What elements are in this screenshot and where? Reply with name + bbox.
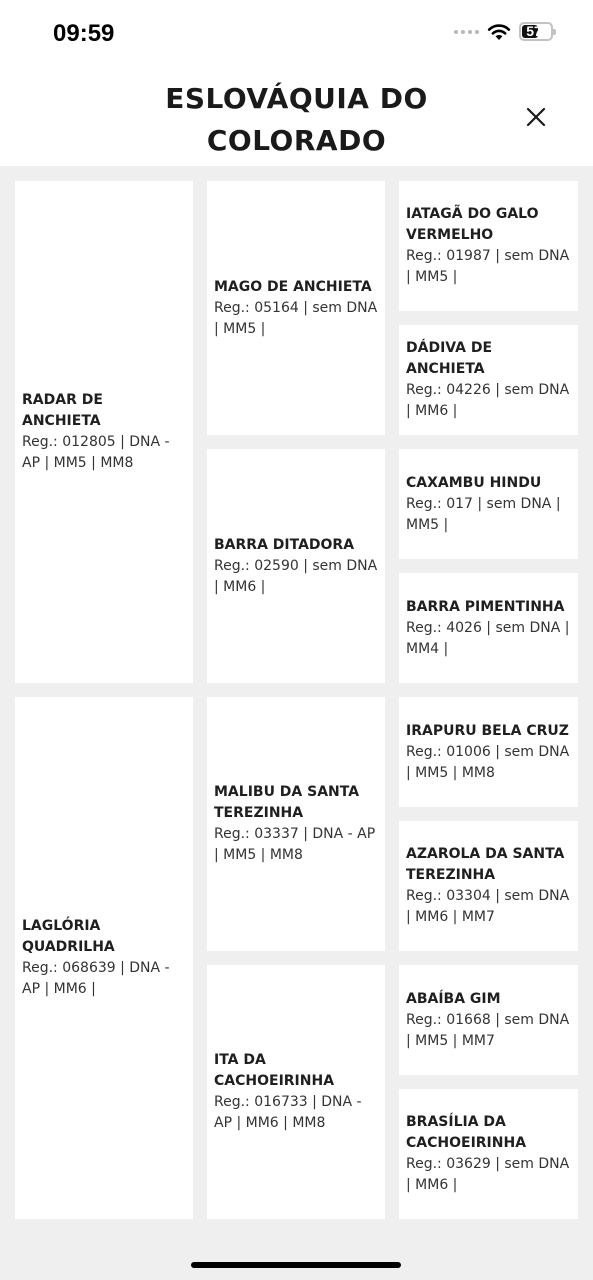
animal-name: IATAGÃ DO GALO VERMELHO [406,206,539,243]
animal-name: IRAPURU BELA CRUZ [406,722,569,739]
battery-level: 57 [526,23,542,39]
animal-info: Reg.: 03629 | sem DNA | MM6 | [406,1156,570,1193]
great-grandparent-card[interactable] [399,449,578,559]
animal-info: Reg.: 05164 | sem DNA | MM5 | [214,299,378,337]
grandparent-card[interactable] [207,449,385,683]
animal-name: DÁDIVA DE ANCHIETA [406,340,493,377]
animal-info: Reg.: 012805 | DNA - AP | MM5 | MM8 [22,434,170,471]
animal-name: LAGLÓRIA QUADRILHA [22,918,115,955]
animal-name: ABAÍBA GIM [406,990,501,1007]
animal-name: ITA DA CACHOEIRINHA [214,1052,335,1089]
animal-name: RADAR DE ANCHIETA [22,392,103,429]
animal-info: Reg.: 017 | sem DNA | MM5 | [406,495,561,533]
animal-info: Reg.: 02590 | sem DNA | MM6 | [214,557,378,595]
grandparent-card[interactable] [207,965,385,1219]
wifi-icon [487,23,511,41]
animal-name: BARRA PIMENTINHA [406,598,565,615]
header [0,64,593,166]
page-title: ESLOVÁQUIA DO COLORADO [165,82,428,157]
great-grandparent-card[interactable] [399,697,578,807]
animal-name: CAXAMBU HINDU [406,474,542,491]
status-icons [454,22,553,41]
animal-info: Reg.: 4026 | sem DNA | MM4 | [406,619,570,657]
animal-info: Reg.: 01987 | sem DNA | MM5 | [406,248,570,285]
animal-info: Reg.: 068639 | DNA - AP | MM6 | [22,960,170,997]
status-time: 09:59 [53,20,115,47]
parent-card-dam[interactable] [15,697,193,1219]
great-grandparent-card[interactable] [399,181,578,311]
great-grandparent-card[interactable] [399,325,578,435]
grandparent-card[interactable] [207,697,385,951]
great-grandparent-card[interactable] [399,965,578,1075]
great-grandparent-card[interactable] [399,821,578,951]
animal-name: AZAROLA DA SANTA TEREZINHA [406,846,565,883]
great-grandparent-card[interactable] [399,1089,578,1219]
animal-name: MAGO DE ANCHIETA [214,278,372,295]
animal-info: Reg.: 03337 | DNA - AP | MM5 | MM8 [214,826,376,863]
animal-info: Reg.: 01668 | sem DNA | MM5 | MM7 [406,1011,570,1049]
pedigree-tree [0,166,593,1246]
animal-info: Reg.: 03304 | sem DNA | MM6 | MM7 [406,888,570,925]
status-bar [0,0,593,64]
home-indicator [191,1262,401,1268]
close-button[interactable] [520,101,552,133]
animal-info: Reg.: 04226 | sem DNA | MM6 | [406,382,570,419]
animal-name: BARRA DITADORA [214,536,355,553]
battery-icon [519,22,553,41]
animal-info: Reg.: 01006 | sem DNA | MM5 | MM8 [406,743,570,781]
animal-name: BRASÍLIA DA CACHOEIRINHA [406,1114,527,1151]
signal-dots-icon [454,30,479,34]
animal-name: MALIBU DA SANTA TEREZINHA [214,784,360,821]
great-grandparent-card[interactable] [399,573,578,683]
animal-info: Reg.: 016733 | DNA - AP | MM6 | MM8 [214,1094,362,1131]
grandparent-card[interactable] [207,181,385,435]
parent-card-sire[interactable] [15,181,193,683]
close-icon [525,106,547,128]
